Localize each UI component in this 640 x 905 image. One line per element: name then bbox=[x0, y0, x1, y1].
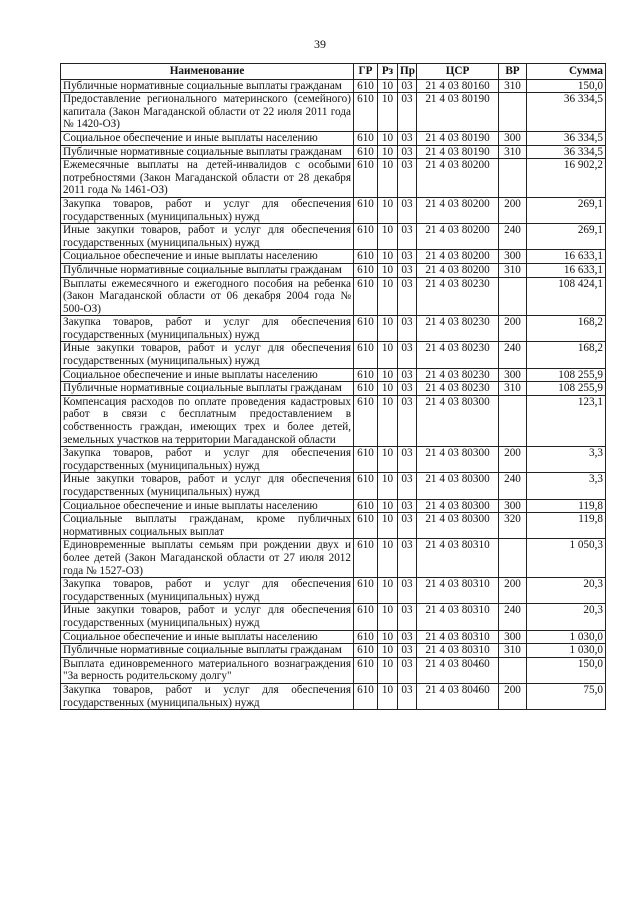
cell-vr: 200 bbox=[499, 683, 527, 709]
table-row bbox=[61, 93, 606, 132]
cell-rz: 10 bbox=[378, 79, 398, 93]
cell-gr: 610 bbox=[354, 197, 378, 223]
cell-gr: 610 bbox=[354, 499, 378, 513]
cell-gr: 610 bbox=[354, 644, 378, 658]
cell-csr: 21 4 03 80200 bbox=[417, 250, 499, 264]
cell-vr: 200 bbox=[499, 447, 527, 473]
cell-pr: 03 bbox=[398, 263, 417, 277]
cell-rz: 10 bbox=[378, 224, 398, 250]
cell-pr: 03 bbox=[398, 630, 417, 644]
cell-rz: 10 bbox=[378, 683, 398, 709]
table-row bbox=[61, 644, 606, 658]
cell-pr: 03 bbox=[398, 93, 417, 132]
cell-vr: 200 bbox=[499, 578, 527, 604]
table-row bbox=[61, 224, 606, 250]
table-row bbox=[61, 277, 606, 316]
cell-rz: 10 bbox=[378, 277, 398, 316]
cell-pr: 03 bbox=[398, 644, 417, 658]
cell-csr: 21 4 03 80300 bbox=[417, 395, 499, 446]
cell-pr: 03 bbox=[398, 657, 417, 683]
cell-name: Выплаты ежемесячного и ежегодного пособия на ребенка (Закон Магаданской области от 06 декабря 2004 года № 500-ОЗ) bbox=[61, 277, 354, 316]
cell-pr: 03 bbox=[398, 539, 417, 578]
cell-sum: 119,8 bbox=[527, 513, 606, 539]
table-body bbox=[61, 79, 606, 710]
table-row bbox=[61, 683, 606, 709]
cell-name: Закупка товаров, работ и услуг для обеспечения государственных (муниципальных) нужд bbox=[61, 578, 354, 604]
page-number: 39 bbox=[314, 37, 326, 51]
cell-name: Ежемесячные выплаты на детей-инвалидов с особыми потребностями (Закон Магаданской области от 28 декабря 2011 года № 1461-ОЗ) bbox=[61, 159, 354, 198]
cell-csr: 21 4 03 80230 bbox=[417, 368, 499, 382]
header-csr: ЦСР bbox=[417, 64, 499, 80]
cell-rz: 10 bbox=[378, 578, 398, 604]
cell-sum: 168,2 bbox=[527, 316, 606, 342]
cell-rz: 10 bbox=[378, 145, 398, 159]
cell-pr: 03 bbox=[398, 578, 417, 604]
cell-vr: 310 bbox=[499, 382, 527, 396]
cell-gr: 610 bbox=[354, 145, 378, 159]
table-row bbox=[61, 342, 606, 368]
cell-sum: 108 424,1 bbox=[527, 277, 606, 316]
cell-name: Иные закупки товаров, работ и услуг для обеспечения государственных (муниципальных) нужд bbox=[61, 604, 354, 630]
cell-gr: 610 bbox=[354, 382, 378, 396]
cell-rz: 10 bbox=[378, 604, 398, 630]
cell-csr: 21 4 03 80300 bbox=[417, 513, 499, 539]
table-row bbox=[61, 145, 606, 159]
cell-rz: 10 bbox=[378, 657, 398, 683]
cell-gr: 610 bbox=[354, 316, 378, 342]
cell-sum: 1 050,3 bbox=[527, 539, 606, 578]
cell-csr: 21 4 03 80190 bbox=[417, 93, 499, 132]
cell-rz: 10 bbox=[378, 159, 398, 198]
cell-rz: 10 bbox=[378, 131, 398, 145]
cell-name: Социальное обеспечение и иные выплаты населению bbox=[61, 499, 354, 513]
cell-vr bbox=[499, 159, 527, 198]
cell-gr: 610 bbox=[354, 683, 378, 709]
cell-vr: 300 bbox=[499, 499, 527, 513]
cell-sum: 16 633,1 bbox=[527, 250, 606, 264]
cell-sum: 36 334,5 bbox=[527, 131, 606, 145]
cell-name: Предоставление регионального материнского (семейного) капитала (Закон Магаданской области от 22 июля 2011 года № 1420-ОЗ) bbox=[61, 93, 354, 132]
cell-rz: 10 bbox=[378, 513, 398, 539]
cell-csr: 21 4 03 80200 bbox=[417, 224, 499, 250]
cell-sum: 1 030,0 bbox=[527, 644, 606, 658]
cell-gr: 610 bbox=[354, 657, 378, 683]
cell-pr: 03 bbox=[398, 473, 417, 499]
cell-csr: 21 4 03 80300 bbox=[417, 473, 499, 499]
cell-rz: 10 bbox=[378, 316, 398, 342]
cell-pr: 03 bbox=[398, 316, 417, 342]
table-row bbox=[61, 539, 606, 578]
cell-rz: 10 bbox=[378, 473, 398, 499]
cell-rz: 10 bbox=[378, 630, 398, 644]
cell-vr: 310 bbox=[499, 79, 527, 93]
cell-csr: 21 4 03 80310 bbox=[417, 578, 499, 604]
cell-pr: 03 bbox=[398, 79, 417, 93]
cell-rz: 10 bbox=[378, 395, 398, 446]
cell-gr: 610 bbox=[354, 578, 378, 604]
cell-rz: 10 bbox=[378, 250, 398, 264]
cell-sum: 3,3 bbox=[527, 447, 606, 473]
cell-sum: 20,3 bbox=[527, 578, 606, 604]
header-pr: Пр bbox=[398, 64, 417, 80]
table-row bbox=[61, 499, 606, 513]
table-row bbox=[61, 263, 606, 277]
cell-rz: 10 bbox=[378, 447, 398, 473]
table-row bbox=[61, 197, 606, 223]
table-row bbox=[61, 513, 606, 539]
cell-sum: 36 334,5 bbox=[527, 93, 606, 132]
cell-pr: 03 bbox=[398, 197, 417, 223]
table-row bbox=[61, 159, 606, 198]
cell-name: Иные закупки товаров, работ и услуг для обеспечения государственных (муниципальных) нужд bbox=[61, 342, 354, 368]
cell-name: Социальное обеспечение и иные выплаты населению bbox=[61, 250, 354, 264]
cell-sum: 119,8 bbox=[527, 499, 606, 513]
cell-csr: 21 4 03 80310 bbox=[417, 630, 499, 644]
table-row bbox=[61, 578, 606, 604]
cell-vr: 320 bbox=[499, 513, 527, 539]
cell-csr: 21 4 03 80200 bbox=[417, 159, 499, 198]
cell-vr: 300 bbox=[499, 131, 527, 145]
table-row bbox=[61, 131, 606, 145]
cell-name: Публичные нормативные социальные выплаты гражданам bbox=[61, 263, 354, 277]
cell-sum: 150,0 bbox=[527, 657, 606, 683]
cell-name: Публичные нормативные социальные выплаты гражданам bbox=[61, 79, 354, 93]
cell-vr: 300 bbox=[499, 368, 527, 382]
cell-pr: 03 bbox=[398, 159, 417, 198]
cell-sum: 16 902,2 bbox=[527, 159, 606, 198]
cell-pr: 03 bbox=[398, 368, 417, 382]
cell-gr: 610 bbox=[354, 395, 378, 446]
cell-vr bbox=[499, 93, 527, 132]
cell-vr: 240 bbox=[499, 473, 527, 499]
table-row bbox=[61, 657, 606, 683]
cell-vr: 310 bbox=[499, 263, 527, 277]
cell-pr: 03 bbox=[398, 342, 417, 368]
cell-name: Единовременные выплаты семьям при рождении двух и более детей (Закон Магаданской области от 27 июля 2012 года № 1527-ОЗ) bbox=[61, 539, 354, 578]
cell-name: Публичные нормативные социальные выплаты гражданам bbox=[61, 145, 354, 159]
cell-gr: 610 bbox=[354, 224, 378, 250]
cell-pr: 03 bbox=[398, 250, 417, 264]
cell-gr: 610 bbox=[354, 368, 378, 382]
header-sum: Сумма bbox=[527, 64, 606, 80]
cell-vr bbox=[499, 539, 527, 578]
cell-csr: 21 4 03 80300 bbox=[417, 499, 499, 513]
cell-gr: 610 bbox=[354, 604, 378, 630]
cell-sum: 1 030,0 bbox=[527, 630, 606, 644]
cell-gr: 610 bbox=[354, 159, 378, 198]
cell-rz: 10 bbox=[378, 539, 398, 578]
table-row bbox=[61, 604, 606, 630]
cell-name: Иные закупки товаров, работ и услуг для обеспечения государственных (муниципальных) нужд bbox=[61, 224, 354, 250]
cell-csr: 21 4 03 80310 bbox=[417, 644, 499, 658]
cell-rz: 10 bbox=[378, 342, 398, 368]
cell-name: Иные закупки товаров, работ и услуг для обеспечения государственных (муниципальных) нужд bbox=[61, 473, 354, 499]
cell-name: Закупка товаров, работ и услуг для обеспечения государственных (муниципальных) нужд bbox=[61, 197, 354, 223]
cell-pr: 03 bbox=[398, 499, 417, 513]
cell-vr bbox=[499, 657, 527, 683]
cell-vr: 300 bbox=[499, 630, 527, 644]
cell-vr bbox=[499, 277, 527, 316]
cell-csr: 21 4 03 80160 bbox=[417, 79, 499, 93]
cell-gr: 610 bbox=[354, 131, 378, 145]
cell-name: Социальное обеспечение и иные выплаты населению bbox=[61, 368, 354, 382]
cell-gr: 610 bbox=[354, 473, 378, 499]
header-name: Наименование bbox=[61, 64, 354, 80]
cell-vr: 240 bbox=[499, 224, 527, 250]
table-header-row bbox=[61, 64, 606, 80]
cell-vr: 240 bbox=[499, 342, 527, 368]
table-row bbox=[61, 395, 606, 446]
cell-pr: 03 bbox=[398, 145, 417, 159]
cell-csr: 21 4 03 80310 bbox=[417, 539, 499, 578]
cell-rz: 10 bbox=[378, 644, 398, 658]
cell-csr: 21 4 03 80230 bbox=[417, 277, 499, 316]
cell-sum: 16 633,1 bbox=[527, 263, 606, 277]
cell-gr: 610 bbox=[354, 93, 378, 132]
cell-name: Закупка товаров, работ и услуг для обеспечения государственных (муниципальных) нужд bbox=[61, 683, 354, 709]
cell-name: Закупка товаров, работ и услуг для обеспечения государственных (муниципальных) нужд bbox=[61, 316, 354, 342]
cell-pr: 03 bbox=[398, 277, 417, 316]
table-row bbox=[61, 316, 606, 342]
cell-name: Закупка товаров, работ и услуг для обеспечения государственных (муниципальных) нужд bbox=[61, 447, 354, 473]
cell-rz: 10 bbox=[378, 368, 398, 382]
cell-sum: 108 255,9 bbox=[527, 382, 606, 396]
cell-sum: 20,3 bbox=[527, 604, 606, 630]
cell-csr: 21 4 03 80460 bbox=[417, 657, 499, 683]
cell-vr: 200 bbox=[499, 197, 527, 223]
cell-sum: 269,1 bbox=[527, 224, 606, 250]
cell-sum: 36 334,5 bbox=[527, 145, 606, 159]
cell-rz: 10 bbox=[378, 499, 398, 513]
cell-csr: 21 4 03 80190 bbox=[417, 131, 499, 145]
cell-csr: 21 4 03 80230 bbox=[417, 342, 499, 368]
cell-vr: 310 bbox=[499, 644, 527, 658]
cell-gr: 610 bbox=[354, 263, 378, 277]
table-row bbox=[61, 368, 606, 382]
cell-gr: 610 bbox=[354, 250, 378, 264]
cell-sum: 108 255,9 bbox=[527, 368, 606, 382]
cell-gr: 610 bbox=[354, 447, 378, 473]
header-rz: Рз bbox=[378, 64, 398, 80]
cell-pr: 03 bbox=[398, 513, 417, 539]
cell-rz: 10 bbox=[378, 263, 398, 277]
table-row bbox=[61, 447, 606, 473]
cell-csr: 21 4 03 80230 bbox=[417, 316, 499, 342]
cell-gr: 610 bbox=[354, 277, 378, 316]
cell-sum: 269,1 bbox=[527, 197, 606, 223]
cell-csr: 21 4 03 80460 bbox=[417, 683, 499, 709]
cell-csr: 21 4 03 80200 bbox=[417, 197, 499, 223]
header-vr: ВР bbox=[499, 64, 527, 80]
cell-pr: 03 bbox=[398, 683, 417, 709]
cell-pr: 03 bbox=[398, 224, 417, 250]
cell-sum: 168,2 bbox=[527, 342, 606, 368]
cell-csr: 21 4 03 80300 bbox=[417, 447, 499, 473]
cell-vr: 200 bbox=[499, 316, 527, 342]
cell-name: Социальное обеспечение и иные выплаты населению bbox=[61, 131, 354, 145]
cell-sum: 75,0 bbox=[527, 683, 606, 709]
cell-vr: 300 bbox=[499, 250, 527, 264]
table-row bbox=[61, 250, 606, 264]
cell-csr: 21 4 03 80190 bbox=[417, 145, 499, 159]
table-row bbox=[61, 630, 606, 644]
cell-rz: 10 bbox=[378, 93, 398, 132]
table-row bbox=[61, 79, 606, 93]
cell-pr: 03 bbox=[398, 395, 417, 446]
cell-name: Компенсация расходов по оплате проведения кадастровых работ в связи с бесплатным предоставлением в собственность граждан, имеющих трех и более детей, земельных участков на территории Магаданской области bbox=[61, 395, 354, 446]
cell-gr: 610 bbox=[354, 539, 378, 578]
cell-name: Социальные выплаты гражданам, кроме публичных нормативных социальных выплат bbox=[61, 513, 354, 539]
cell-vr: 310 bbox=[499, 145, 527, 159]
cell-vr bbox=[499, 395, 527, 446]
cell-name: Выплата единовременного материального вознаграждения "За верность родительскому долгу" bbox=[61, 657, 354, 683]
cell-rz: 10 bbox=[378, 197, 398, 223]
cell-gr: 610 bbox=[354, 79, 378, 93]
table-row bbox=[61, 473, 606, 499]
cell-rz: 10 bbox=[378, 382, 398, 396]
cell-sum: 150,0 bbox=[527, 79, 606, 93]
cell-vr: 240 bbox=[499, 604, 527, 630]
cell-pr: 03 bbox=[398, 447, 417, 473]
cell-pr: 03 bbox=[398, 604, 417, 630]
cell-csr: 21 4 03 80310 bbox=[417, 604, 499, 630]
cell-sum: 123,1 bbox=[527, 395, 606, 446]
cell-sum: 3,3 bbox=[527, 473, 606, 499]
cell-gr: 610 bbox=[354, 630, 378, 644]
cell-gr: 610 bbox=[354, 513, 378, 539]
cell-name: Социальное обеспечение и иные выплаты населению bbox=[61, 630, 354, 644]
cell-pr: 03 bbox=[398, 382, 417, 396]
cell-csr: 21 4 03 80230 bbox=[417, 382, 499, 396]
header-gr: ГР bbox=[354, 64, 378, 80]
cell-csr: 21 4 03 80200 bbox=[417, 263, 499, 277]
cell-name: Публичные нормативные социальные выплаты гражданам bbox=[61, 382, 354, 396]
cell-name: Публичные нормативные социальные выплаты гражданам bbox=[61, 644, 354, 658]
table-row bbox=[61, 382, 606, 396]
budget-table bbox=[60, 63, 606, 710]
cell-gr: 610 bbox=[354, 342, 378, 368]
cell-pr: 03 bbox=[398, 131, 417, 145]
